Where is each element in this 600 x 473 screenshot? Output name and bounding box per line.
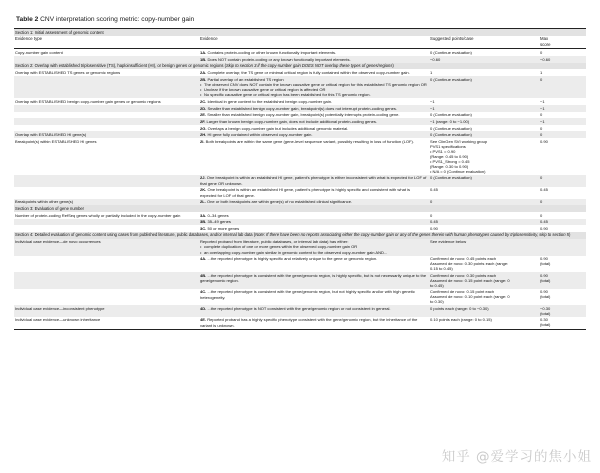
evidence-code: 2K. bbox=[200, 187, 207, 193]
row-evidence bbox=[199, 219, 429, 226]
evidence-code: 2G. bbox=[200, 125, 207, 131]
table-row bbox=[14, 49, 586, 56]
evidence-text: Contains protein-coding or other known functionally important elements. bbox=[207, 49, 337, 55]
evidence-text: 35–49 genes bbox=[207, 219, 231, 225]
row-max bbox=[539, 289, 586, 306]
row-points: 0.10 points each (range: 0 to 0.15) bbox=[429, 317, 539, 329]
row-evidence-type: Individual case evidence—inconsistent phenotype bbox=[14, 305, 199, 316]
evidence-code: 3A. bbox=[200, 212, 207, 218]
row-evidence-type bbox=[14, 175, 199, 187]
evidence-code: 2L. bbox=[200, 199, 206, 205]
evidence-text: ...the reported phenotype is consistent with the gene/genomic region, is highly specific, but is not necessarily unique to the gene/genomic region. bbox=[200, 272, 427, 284]
evidence-text: Identical in gene content to the established benign copy-number gain. bbox=[207, 99, 333, 104]
row-points: 0 (Continue evaluation) bbox=[429, 175, 539, 187]
evidence-code: 4C. bbox=[200, 289, 207, 295]
table-row bbox=[14, 175, 586, 187]
row-points: 0 (Continue evaluation) bbox=[429, 76, 539, 98]
row-evidence bbox=[199, 76, 429, 98]
table-row bbox=[14, 219, 586, 226]
table-row bbox=[14, 289, 586, 306]
max-line: (total) bbox=[540, 322, 551, 328]
row-max: −1 bbox=[539, 118, 586, 125]
row-evidence bbox=[199, 131, 429, 138]
points-line: Confirmed de novo: 0.30 points each bbox=[430, 272, 497, 278]
evidence-text: One breakpoint is within an established HI gene, patient's phenotype is highly specific and consistent with what is expected for LOF of that gene. bbox=[200, 187, 410, 198]
table-row bbox=[14, 199, 586, 206]
evidence-code: 2E. bbox=[200, 112, 207, 118]
table-row bbox=[14, 138, 586, 175]
evidence-code: 4B. bbox=[200, 272, 207, 278]
table-row bbox=[14, 76, 586, 98]
section-2-title-b: ) bbox=[392, 63, 394, 69]
evidence-text: Both breakpoints are within the same gene (gene-level sequence variant, possibly resulting in loss of function (LOF). bbox=[205, 138, 414, 144]
max-line: 0.90 bbox=[540, 256, 548, 262]
evidence-code: 2D. bbox=[200, 105, 207, 111]
evidence-text: Partial overlap of an established TS region bbox=[207, 76, 284, 82]
row-points bbox=[429, 138, 539, 175]
evidence-code: 2J. bbox=[200, 175, 206, 181]
points-line: 0.15 to 0.45) bbox=[430, 266, 453, 272]
row-evidence-type bbox=[14, 289, 199, 306]
table-row bbox=[14, 239, 586, 256]
evidence-code: 2I. bbox=[200, 138, 205, 144]
table-row bbox=[14, 105, 586, 112]
row-evidence-type: Overlap with ESTABLISHED TS genes or genomic regions bbox=[15, 70, 121, 75]
row-evidence-type: Individual case evidence—de novo occurrences bbox=[14, 239, 199, 256]
section-header-row-3 bbox=[14, 205, 586, 212]
column-header-row bbox=[14, 36, 586, 49]
evidence-text: 0–34 genes bbox=[207, 212, 229, 218]
evidence-text: ...the reported phenotype is consistent with the gene/genomic region, but not highly specific and/or with high genetic heterogeneity. bbox=[200, 289, 415, 300]
section-header-row-1 bbox=[14, 29, 586, 36]
row-points: 0.45 bbox=[430, 187, 438, 193]
points-line: PVS1 specifications bbox=[430, 143, 466, 149]
section-3-title: Section 3: Evaluation of gene number bbox=[14, 205, 586, 212]
evidence-text: Smaller than established benign copy-number gain, breakpoint(s) does not interrupt protein-coding genes. bbox=[207, 105, 398, 111]
evidence-text: One breakpoint is within an established HI gene, patient's phenotype is either inconsistent with what is expected for LOF of that gene OR unknown. bbox=[200, 175, 427, 186]
row-points: −1 bbox=[430, 99, 435, 104]
row-points: 0 (Continue evaluation) bbox=[430, 112, 472, 118]
cnv-scoring-table bbox=[14, 28, 586, 330]
evidence-text: Reported proband from literature, public databases, or internal lab data) has either: bbox=[200, 239, 349, 245]
row-evidence-type: Overlap with ESTABLISHED benign copy-number gain genes or genomic regions bbox=[15, 99, 161, 104]
max-line: (total) bbox=[540, 261, 551, 267]
table-row bbox=[14, 272, 586, 289]
col-header-points: Suggested points/case bbox=[429, 36, 539, 49]
table-caption-label: Table 2 bbox=[16, 16, 39, 23]
table-row bbox=[14, 98, 586, 105]
row-evidence-type bbox=[14, 76, 199, 98]
evidence-code: 2B. bbox=[200, 76, 207, 82]
row-evidence bbox=[199, 56, 429, 63]
section-4-note: Note: If there have been no reports associating either the copy-number gain or any of the genes therein with human phenotypes caused by triplosensitivity, skip to section 5 bbox=[255, 232, 569, 238]
max-line: (total) bbox=[540, 277, 551, 283]
row-max: 0 bbox=[539, 175, 586, 187]
row-points: −1 (range: 0 to −1.00) bbox=[429, 118, 539, 125]
row-evidence bbox=[199, 317, 429, 329]
evidence-code: 1B. bbox=[200, 56, 207, 62]
row-points: 0 (Continue evaluation) bbox=[430, 125, 472, 131]
row-evidence-type bbox=[14, 187, 199, 199]
row-points: 0 bbox=[429, 199, 539, 206]
max-score-line-2: score bbox=[540, 42, 551, 48]
row-points: 1 bbox=[430, 70, 433, 75]
row-evidence bbox=[199, 69, 429, 76]
evidence-bullet: • No specific causative gene or critical region has been established for this TS genomic region. bbox=[200, 92, 427, 97]
evidence-code: 2F. bbox=[200, 118, 206, 124]
row-evidence-type: Overlap with ESTABLISHED HI gene(s) bbox=[14, 131, 199, 138]
points-line: • PVS1 = 0.90 bbox=[430, 148, 456, 154]
row-evidence bbox=[199, 256, 429, 273]
row-points bbox=[429, 256, 539, 273]
col-header-max-score bbox=[539, 36, 586, 49]
points-line: Assumed de novo: 0.15 point each (range: 0 bbox=[430, 277, 510, 283]
row-max: −1 bbox=[539, 105, 586, 112]
row-evidence-type bbox=[14, 56, 199, 63]
row-max: 0.45 bbox=[540, 187, 548, 193]
row-evidence bbox=[199, 305, 429, 316]
evidence-text: One or both breakpoints are within gene(s) of no established clinical significance. bbox=[206, 199, 353, 205]
points-line: Assumed de novo: 0.30 points each (range: bbox=[430, 261, 509, 267]
section-header-row-4 bbox=[14, 232, 586, 239]
evidence-text: Larger than known benign copy-number gain, does not include additional protein-coding genes. bbox=[206, 118, 378, 124]
row-max bbox=[539, 239, 586, 256]
row-max: 0 bbox=[539, 76, 586, 98]
table-row bbox=[14, 317, 586, 329]
row-max: 0.90 bbox=[540, 138, 548, 144]
row-max bbox=[539, 305, 586, 316]
row-points: See evidence below bbox=[429, 239, 539, 256]
row-evidence-type bbox=[14, 125, 199, 132]
evidence-text: Reported proband has a highly specific phenotype consistent with the gene/genomic region, but the inheritance of the variant is unknown. bbox=[200, 317, 418, 328]
row-evidence bbox=[199, 112, 429, 119]
row-evidence bbox=[199, 105, 429, 112]
table-row bbox=[14, 131, 586, 138]
evidence-code: 2A. bbox=[200, 70, 207, 75]
points-line: • N/A = 0 (Continue evaluation) bbox=[430, 169, 486, 175]
row-points: 0 bbox=[430, 212, 433, 218]
row-max: 0 bbox=[539, 199, 586, 206]
evidence-text: Complete overlap; the TS gene or minimal critical region is fully contained within the observed copy-number gain. bbox=[207, 70, 410, 75]
row-evidence-type bbox=[14, 219, 199, 226]
section-4-title-a: Section 4: Detailed evaluation of genomic content using cases from published literature, public databases, and/or internal lab data ( bbox=[15, 232, 256, 238]
table-row bbox=[14, 125, 586, 132]
row-evidence bbox=[199, 187, 429, 199]
section-4-title bbox=[14, 232, 586, 239]
zhihu-watermark: 知乎 @爱学习的焦小姐 bbox=[441, 449, 592, 465]
evidence-code: 2C. bbox=[200, 99, 207, 104]
row-evidence-type bbox=[14, 225, 199, 232]
table-row bbox=[14, 56, 586, 63]
row-points: 0 (Continue evaluation) bbox=[429, 131, 539, 138]
row-evidence bbox=[199, 225, 429, 232]
row-evidence bbox=[199, 98, 429, 105]
evidence-text: 50 or more genes bbox=[207, 225, 240, 231]
max-line: 0.90 bbox=[540, 289, 548, 295]
max-line: 0.30 bbox=[540, 317, 548, 323]
table-row bbox=[14, 187, 586, 199]
row-max: 0 bbox=[540, 112, 543, 118]
section-2-title bbox=[14, 63, 586, 70]
row-evidence-type bbox=[14, 112, 199, 119]
points-line: (Range: 0.30 to 0.90) bbox=[430, 163, 469, 169]
table-row bbox=[14, 305, 586, 316]
row-max: 0.90 bbox=[540, 225, 548, 231]
evidence-code: 3B. bbox=[200, 219, 207, 225]
row-max bbox=[539, 317, 586, 329]
row-max: 0 bbox=[540, 49, 543, 55]
row-evidence-type bbox=[14, 272, 199, 289]
points-line: Confirmed de novo: 0.15 point each bbox=[430, 289, 495, 295]
row-max: 0 bbox=[540, 125, 543, 131]
evidence-code: 1A. bbox=[200, 49, 207, 55]
row-max: 0 bbox=[540, 212, 543, 218]
max-score-line-1: Max bbox=[540, 36, 549, 42]
table-row bbox=[14, 256, 586, 273]
row-max bbox=[539, 256, 586, 273]
evidence-text: Overlaps a benign copy-number gain but includes additional genomic material. bbox=[207, 125, 349, 131]
evidence-bullet: • complete duplication of one or more genes within the observed copy-number gain OR bbox=[200, 244, 427, 249]
row-points: 0 points each (range: 0 to −0.30) bbox=[429, 305, 539, 316]
row-evidence bbox=[199, 175, 429, 187]
row-evidence bbox=[199, 125, 429, 132]
row-evidence-type bbox=[14, 118, 199, 125]
table-body bbox=[14, 29, 586, 330]
row-evidence bbox=[199, 138, 429, 175]
evidence-bullet: • Unclear if the known causative gene or critical region is affected OR bbox=[200, 87, 427, 92]
max-line: (total) bbox=[540, 294, 551, 300]
row-points bbox=[429, 272, 539, 289]
row-max bbox=[539, 272, 586, 289]
evidence-text: Smaller than established benign copy-number gain, breakpoint(s) potentially interrupts protein-coding gene. bbox=[207, 112, 400, 118]
section-2-skip-note: Skip to section 3 if the copy-number gain DOES NOT overlap these types of genes/regions bbox=[225, 63, 393, 69]
row-max: −0.60 bbox=[539, 56, 586, 63]
table-row bbox=[14, 212, 586, 219]
table-row bbox=[14, 69, 586, 76]
evidence-text: ...the reported phenotype is NOT consistent with the gene/genomic region or not consistent in general. bbox=[207, 305, 391, 311]
points-line: Assumed de novo: 0.10 point each (range: 0 bbox=[430, 294, 510, 300]
row-points: 0 (Continue evaluation) bbox=[430, 49, 472, 55]
col-header-evidence: Evidence bbox=[199, 36, 429, 49]
evidence-bullet-list bbox=[200, 244, 427, 255]
row-evidence-type: Copy-number gain content bbox=[15, 49, 63, 55]
table-row bbox=[14, 112, 586, 119]
row-evidence bbox=[199, 212, 429, 219]
evidence-code: 4D. bbox=[200, 305, 207, 311]
section-header-row-2 bbox=[14, 63, 586, 70]
points-line: (Range: 0.45 to 0.90) bbox=[430, 153, 469, 159]
row-max: 0 bbox=[539, 131, 586, 138]
row-evidence bbox=[199, 118, 429, 125]
row-evidence-type: Breakpoints within other gene(s) bbox=[14, 199, 199, 206]
table-caption-text: CNV interpretation scoring metric: copy-number gain bbox=[40, 16, 195, 23]
max-line: 0.90 bbox=[540, 272, 548, 278]
evidence-bullet: • an overlapping copy-number gain similar in genomic content to the observed copy-number gain AND... bbox=[200, 250, 427, 255]
evidence-bullet: • The observed CNV does NOT contain the known causative gene or critical region for this established TS genomic region OR bbox=[200, 82, 427, 87]
row-evidence bbox=[199, 289, 429, 306]
row-points: −1 bbox=[429, 105, 539, 112]
evidence-code: 2H. bbox=[200, 132, 207, 138]
evidence-text: Does NOT contain protein-coding or any known functionally important elements. bbox=[207, 56, 351, 62]
table-caption bbox=[16, 16, 586, 23]
table-row bbox=[14, 225, 586, 232]
evidence-bullet-list bbox=[200, 82, 427, 98]
row-max: 0.45 bbox=[539, 219, 586, 226]
max-line: (total) bbox=[540, 310, 551, 316]
row-max: 1 bbox=[540, 70, 543, 75]
row-evidence-type: Number of protein-coding RefSeq genes wholly or partially included in the copy-number gain bbox=[15, 212, 181, 218]
points-line: to 0.30) bbox=[430, 299, 444, 305]
col-header-evidence-type: Evidence type bbox=[14, 36, 199, 49]
table-row bbox=[14, 118, 586, 125]
points-line: Confirmed de novo: 0.45 points each bbox=[430, 256, 497, 262]
max-line: −0.30 bbox=[540, 305, 551, 311]
row-evidence-type bbox=[14, 105, 199, 112]
row-evidence-type: Individual case evidence—unknown inheritance bbox=[14, 317, 199, 329]
points-line: • PVS1_Strong = 0.45 bbox=[430, 158, 470, 164]
row-evidence-type: Breakpoint(s) within ESTABLISHED HI genes bbox=[15, 138, 97, 144]
evidence-code: 3C. bbox=[200, 225, 207, 231]
row-points: −0.60 bbox=[429, 56, 539, 63]
row-evidence bbox=[199, 199, 429, 206]
row-evidence bbox=[199, 272, 429, 289]
points-line: See ClinGen SVI working group bbox=[430, 138, 488, 144]
row-evidence bbox=[199, 49, 429, 56]
section-1-title: Section 1: Initial assessment of genomic content bbox=[14, 29, 586, 36]
row-evidence bbox=[199, 239, 429, 256]
points-line: to 0.45) bbox=[430, 282, 444, 288]
section-2-title-a: Section 2: Overlap with established triplosensitive (TS), haploinsufficient (HI), or benign genes or genomic regions ( bbox=[15, 63, 226, 69]
section-4-title-b: ) bbox=[568, 232, 571, 238]
row-points bbox=[429, 289, 539, 306]
evidence-text: HI gene fully contained within observed copy-number gain. bbox=[207, 132, 313, 138]
row-points: 0.45 bbox=[429, 219, 539, 226]
row-max: −1 bbox=[540, 99, 545, 104]
evidence-code: 4A. bbox=[200, 256, 207, 262]
evidence-code: 4E. bbox=[200, 317, 207, 323]
evidence-text: ...the reported phenotype is highly specific and relatively unique to the gene or genomic region. bbox=[207, 256, 378, 262]
row-evidence-type bbox=[14, 256, 199, 273]
row-points: 0.90 bbox=[430, 225, 438, 231]
